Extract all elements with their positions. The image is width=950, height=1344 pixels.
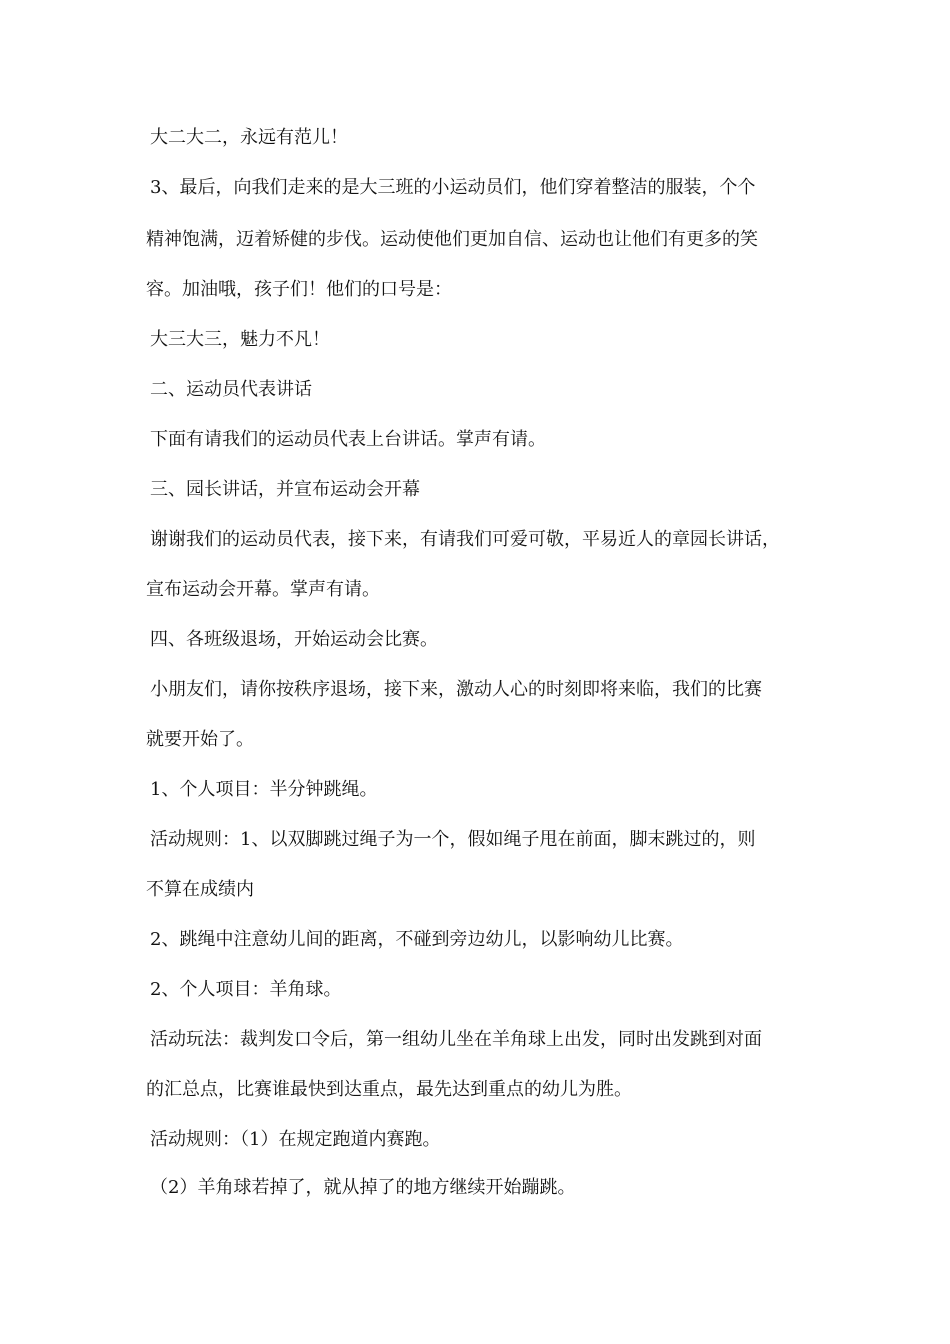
text-line: 下面有请我们的运动员代表上台讲话。掌声有请。 xyxy=(150,429,546,450)
text-line: 1、个人项目：半分钟跳绳。 xyxy=(150,779,378,800)
text-line: 活动规则：1、以双脚跳过绳子为一个，假如绳子甩在前面，脚末跳过的，则 xyxy=(150,829,756,850)
text-line: 容。加油哦，孩子们！他们的口号是： xyxy=(146,279,452,300)
text-line: 就要开始了。 xyxy=(146,729,254,750)
text-line: 2、跳绳中注意幼儿间的距离，不碰到旁边幼儿，以影响幼儿比赛。 xyxy=(150,929,684,950)
text-line: 活动规则：（1）在规定跑道内赛跑。 xyxy=(150,1129,441,1150)
text-line: 宣布运动会开幕。掌声有请。 xyxy=(146,579,380,600)
text-line: 2、个人项目：羊角球。 xyxy=(150,979,342,1000)
section-heading: 四、各班级退场，开始运动会比赛。 xyxy=(150,629,438,650)
text-line: 3、最后，向我们走来的是大三班的小运动员们，他们穿着整洁的服装，个个 xyxy=(150,177,756,198)
text-line: 的汇总点，比赛谁最快到达重点，最先达到重点的幼儿为胜。 xyxy=(146,1079,632,1100)
text-line: （2）羊角球若掉了，就从掉了的地方继续开始蹦跳。 xyxy=(150,1177,576,1198)
section-heading: 三、园长讲话，并宣布运动会开幕 xyxy=(150,479,420,500)
text-line: 精神饱满，迈着矫健的步伐。运动使他们更加自信、运动也让他们有更多的笑 xyxy=(146,229,758,250)
text-line: 谢谢我们的运动员代表，接下来，有请我们可爱可敬，平易近人的章园长讲话， xyxy=(150,529,780,550)
section-heading: 二、运动员代表讲话 xyxy=(150,379,312,400)
text-line: 大三大三，魅力不凡！ xyxy=(150,329,330,350)
text-line: 活动玩法：裁判发口令后，第一组幼儿坐在羊角球上出发，同时出发跳到对面 xyxy=(150,1029,762,1050)
text-line: 大二大二，永远有范儿！ xyxy=(150,127,348,148)
text-line: 不算在成绩内 xyxy=(146,879,254,900)
text-line: 小朋友们，请你按秩序退场，接下来，激动人心的时刻即将来临，我们的比赛 xyxy=(150,679,762,700)
